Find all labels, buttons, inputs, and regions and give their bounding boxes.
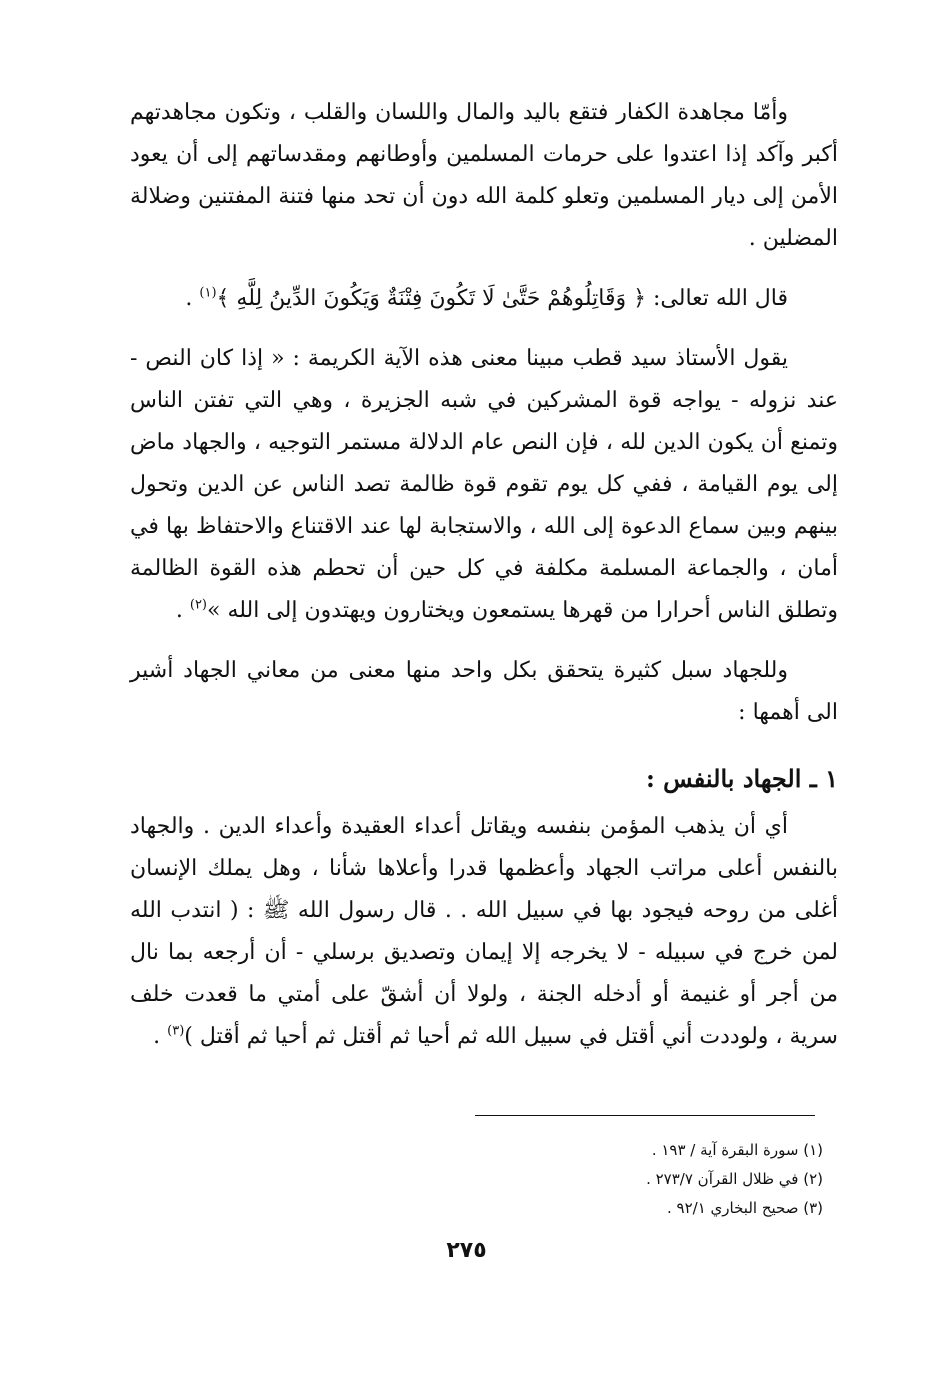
hadith-text: أي أن يذهب المؤمن بنفسه ويقاتل أعداء العقيدة وأعداء الدين . والجهاد بالنفس أعلى مراتب الجهاد وأعظمها قدرا وأعلاها شأنا ، وهل يملك الإنسان أغلى من روحه فيجود بها في سبيل الله . . قال رسول الله ﷺ : ( انتدب الله لمن خرج في سبيله - لا يخرجه إلا إيمان وتصديق برسلي - أن أرجعه بما نال من أجر أو غنيمة أو أدخله الجنة ، ولولا أن أشقّ على أمتي ما قعدت خلف سرية ، ولوددت أني أقتل في سبيل الله ثم أحيا ثم أقتل ثم أحيا ثم أقتل ) xyxy=(130,814,838,1049)
main-text xyxy=(130,92,838,1058)
footnote-marker-2: (٢) xyxy=(189,597,207,613)
paragraph-jihad-by-self xyxy=(130,806,838,1058)
verse-text: ﴿ وَقَاتِلُوهُمْ حَتَّىٰ لَا تَكُونَ فِتْنَةٌ وَيَكُونَ الدِّينُ لِلَّهِ ﴾ xyxy=(216,286,647,311)
paragraph-paths-of-jihad: وللجهاد سبل كثيرة يتحقق بكل واحد منها معنى من معاني الجهاد أشير الى أهمها : xyxy=(130,658,838,725)
footnote-divider xyxy=(475,1115,815,1116)
quranic-verse-line xyxy=(130,278,838,320)
footnotes xyxy=(403,1136,823,1223)
footnote-marker-3: (٣) xyxy=(167,1023,185,1039)
paragraph-sayyid-qutb-quote xyxy=(130,338,838,632)
footnote-marker-1: (١) xyxy=(199,285,217,301)
hadith-end: . xyxy=(153,1024,168,1049)
verse-end: . xyxy=(185,286,200,311)
verse-intro: قال الله تعالى: xyxy=(646,286,788,311)
footnote-1: (١) سورة البقرة آية / ١٩٣ . xyxy=(651,1141,823,1159)
quote-text: يقول الأستاذ سيد قطب مبينا معنى هذه الآية الكريمة : « إذا كان النص - عند نزوله - يواجه قوة المشركين في شبه الجزيرة ، وهي التي تفتن الناس وتمنع أن يكون الدين لله ، فإن النص عام الدلالة مستمر التوجيه ، والجهاد ماض إلى يوم القيامة ، ففي كل يوم تقوم قوة ظالمة تصد الناس عن الدين وتحول بينهم وبين سماع الدعوة إلى الله ، والاستجابة لها عند الاقتناع والاحتفاظ بها في أمان ، والجماعة المسلمة مكلفة في كل حين أن تحطم هذه القوة الظالمة وتطلق الناس أحرارا من قهرها يستمعون ويختارون ويهتدون إلى الله » xyxy=(130,346,838,623)
quote-end: . xyxy=(175,598,190,623)
footnote-3: (٣) صحيح البخاري ٩٢/١ . xyxy=(667,1199,823,1217)
footnote-2: (٢) في ظلال القرآن ٢٧٣/٧ . xyxy=(646,1170,823,1188)
page-number: ٢٧٥ xyxy=(446,1238,487,1263)
section-heading-jihad-by-self: ١ ـ الجهاد بالنفس : xyxy=(645,764,838,793)
paragraph-jihad-against-disbelievers: وأمّا مجاهدة الكفار فتقع باليد والمال واللسان والقلب ، وتكون مجاهدتهم أكبر وآكد إذا اعتدوا على حرمات المسلمين وأوطانهم ومقدساتهم إلى أن يعود الأمن إلى ديار المسلمين وتعلو كلمة الله دون أن تحد منها فتنة المفتنين وضلالة المضلين . xyxy=(130,100,838,251)
